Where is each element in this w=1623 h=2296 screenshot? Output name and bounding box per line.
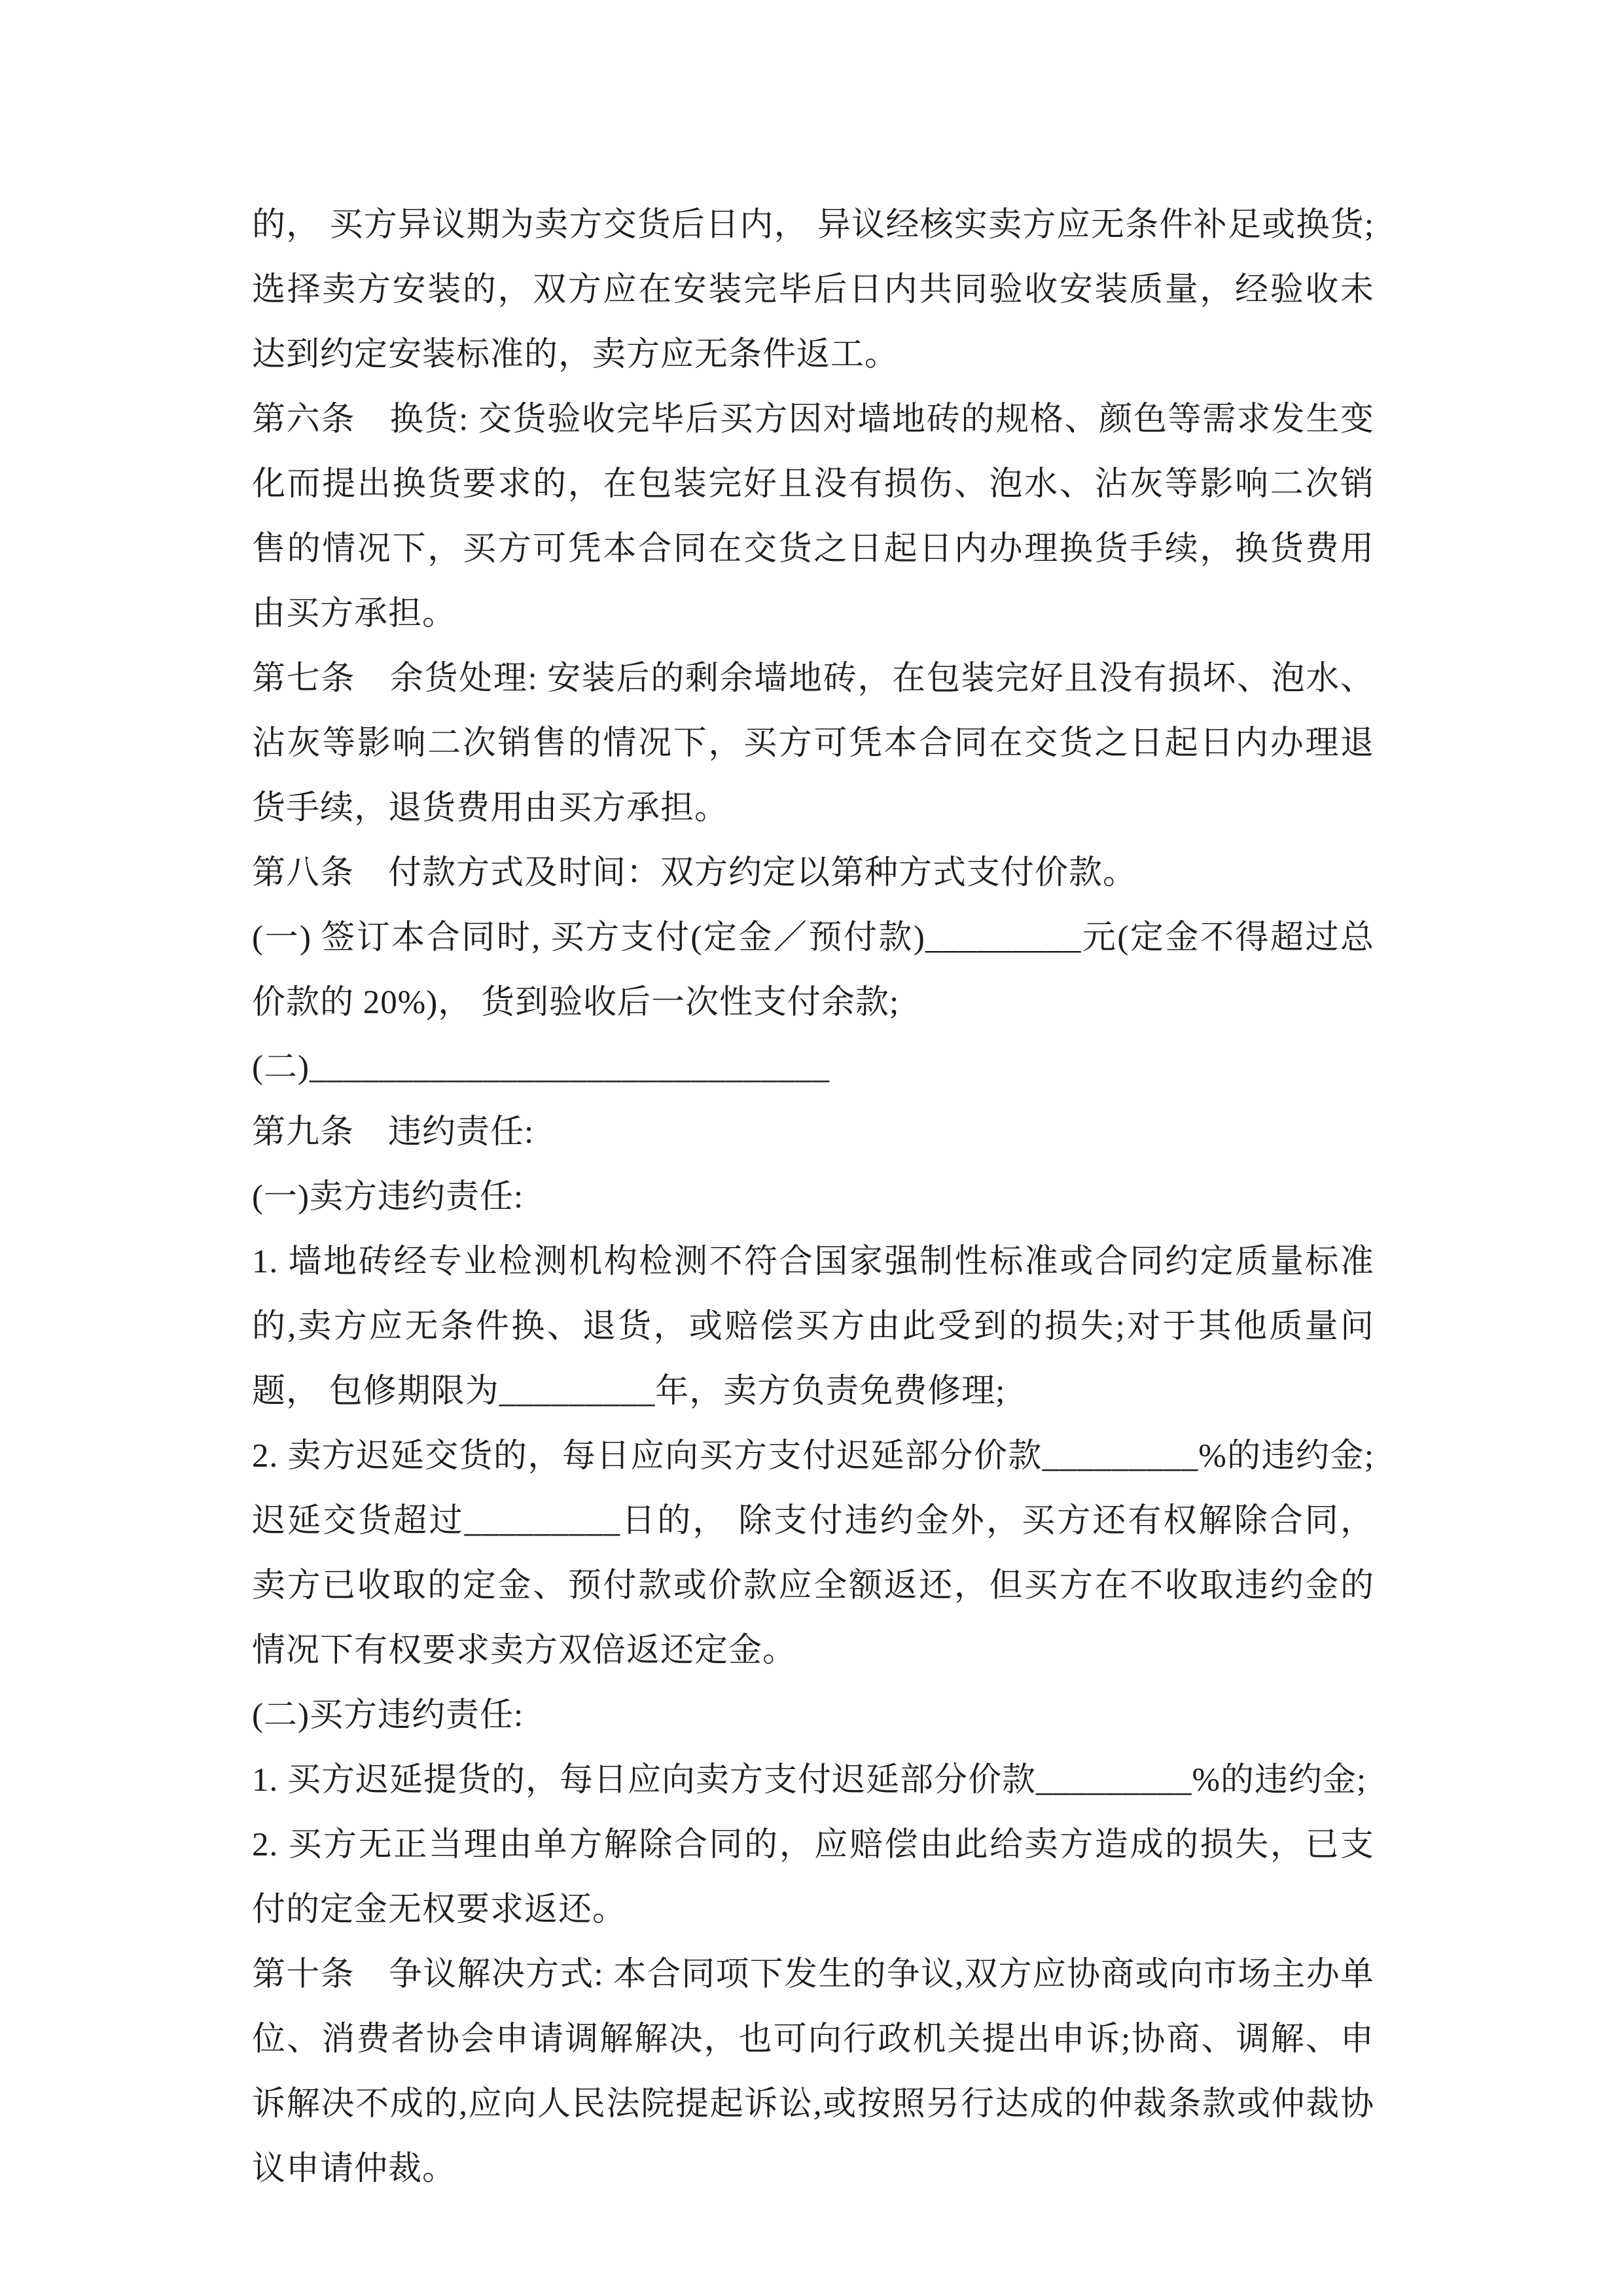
contract-clause-9: 第九条 违约责任: bbox=[252, 1114, 535, 1151]
contract-clause-8: 第八条 付款方式及时间：双方约定以第种方式支付价款。 bbox=[252, 855, 1137, 891]
contract-clause-9-buyer-item-1: 1. 买方迟延提货的，每日应向卖方支付迟延部分价款_________%的违约金; bbox=[252, 1762, 1367, 1799]
contract-clause-8-item-2-blank: (二)______________________________ bbox=[252, 1049, 830, 1086]
contract-clause-6: 第六条 换货: 交货验收完毕后买方因对墙地砖的规格、颜色等需求发生变化而提出换货要求的，在包装完好且没有损伤、泡水、沾灰等影响二次销售的情况下，买方可凭本合同在交货之日起日内办理换货手续，换货费用由买方承担。 bbox=[252, 401, 1374, 632]
contract-clause-7: 第七条 余货处理: 安装后的剩余墙地砖，在包装完好且没有损坏、泡水、沾灰等影响二次销售的情况下，买方可凭本合同在交货之日起日内办理退货手续，退货费用由买方承担。 bbox=[252, 660, 1374, 827]
contract-clause-8-item-1: (一) 签订本合同时, 买方支付(定金／预付款)_________元(定金不得超过总价款的 20%)， 货到验收后一次性支付余款; bbox=[252, 920, 1374, 1021]
contract-clause-9-seller-item-1: 1. 墙地砖经专业检测机构检测不符合国家强制性标准或合同约定质量标准的,卖方应无条件换、退货，或赔偿买方由此受到的损失;对于其他质量问题， 包修期限为_________年，卖方负责免费修理; bbox=[252, 1244, 1374, 1410]
contract-clause-10: 第十条 争议解决方式: 本合同项下发生的争议,双方应协商或向市场主办单位、消费者协会申请调解解决，也可向行政机关提出申诉;协商、调解、申诉解决不成的,应向人民法院提起诉讼,或按照另行达成的仲裁条款或仲裁协议申请仲裁。 bbox=[252, 1956, 1374, 2187]
contract-clause-9-seller-heading: (一)卖方违约责任: bbox=[252, 1179, 524, 1215]
contract-paragraph-continuation: 的， 买方异议期为卖方交货后日内， 异议经核实卖方应无条件补足或换货;选择卖方安装的，双方应在安装完毕后日内共同验收安装质量，经验收未达到约定安装标准的，卖方应无条件返工。 bbox=[252, 207, 1374, 373]
contract-body bbox=[252, 193, 1374, 2202]
contract-clause-9-buyer-heading: (二)买方违约责任: bbox=[252, 1697, 524, 1734]
contract-clause-9-buyer-item-2: 2. 买方无正当理由单方解除合同的，应赔偿由此给卖方造成的损失，已支付的定金无权要求返还。 bbox=[252, 1827, 1374, 1928]
contract-clause-9-seller-item-2: 2. 卖方迟延交货的，每日应向买方支付迟延部分价款_________%的违约金;迟延交货超过_________日的， 除支付违约金外，买方还有权解除合同， 卖方已收取的定金、预付款或价款应全额返还，但买方在不收取违约金的情况下有权要求卖方双倍返还定金。 bbox=[252, 1438, 1374, 1669]
